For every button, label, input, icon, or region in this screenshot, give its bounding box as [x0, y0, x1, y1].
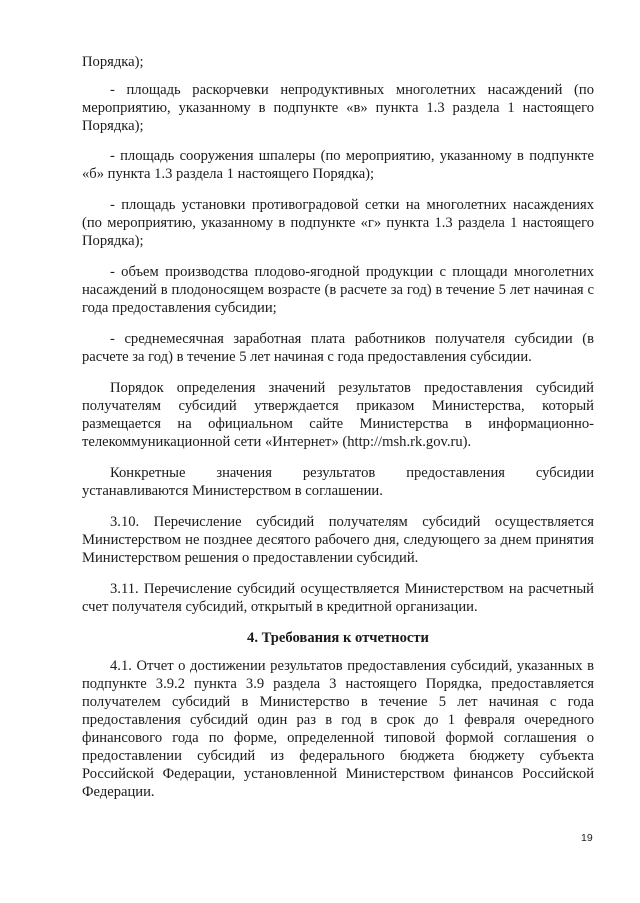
- paragraph-3-10: 3.10. Перечисление субсидий получателям субсидий осуществляется Министерством не позднее десятого рабочего дня, следующего за днем принятия Министерством решения о предоставлении субсидий.: [82, 514, 594, 566]
- list-item-production-volume: - объем производства плодово-ягодной продукции с площади многолетних насаждений в плодоносящем возрасте (в расчете за год) в течение 5 лет начиная с года предоставления субсидии;: [82, 264, 594, 316]
- paragraph-3-11: 3.11. Перечисление субсидий осуществляется Министерством на расчетный счет получателя субсидий, открытый в кредитной организации.: [82, 581, 594, 615]
- list-item-trellis-area: - площадь сооружения шпалеры (по мероприятию, указанному в подпункте «б» пункта 1.3 раздела 1 настоящего Порядка);: [82, 148, 594, 182]
- page-number: 19: [581, 832, 593, 844]
- paragraph-4-1: 4.1. Отчет о достижении результатов предоставления субсидий, указанных в подпункте 3.9.2 пункта 3.9 раздела 3 настоящего Порядка, предоставляется получателем субсидий в Министерство в течение 5 лет начиная с года предоставления субсидий один раз в год в срок до 1 февраля очередного финансового года по форме, определенной типовой формой соглашения о предоставлении субсидий из федерального бюджета бюджету субъекта Российской Федерации, установленной Министерством финансов Российской Федерации.: [82, 658, 594, 800]
- list-item-average-salary: - среднемесячная заработная плата работников получателя субсидии (в расчете за год) в течение 5 лет начиная с года предоставления субсидии.: [82, 331, 594, 365]
- list-item-grubbing-area: - площадь раскорчевки непродуктивных многолетних насаждений (по мероприятию, указанному в подпункте «в» пункта 1.3 раздела 1 настоящего Порядка);: [82, 82, 594, 134]
- section-heading: 4. Требования к отчетности: [247, 630, 429, 646]
- paragraph-continuation: Порядка);: [82, 54, 144, 70]
- paragraph-specific-values: Конкретные значения результатов предоставления субсидии устанавливаются Министерством в соглашении.: [82, 465, 594, 499]
- paragraph-procedure: Порядок определения значений результатов предоставления субсидий получателям субсидий утверждается приказом Министерства, который размещается на официальном сайте Министерства в информационно-телекоммуникационной сети «Интернет» (http://msh.rk.gov.ru).: [82, 380, 594, 450]
- list-item-hail-net-area: - площадь установки противоградовой сетки на многолетних насаждениях (по мероприятию, указанному в подпункте «г» пункта 1.3 раздела 1 настоящего Порядка);: [82, 197, 594, 249]
- document-body: [82, 53, 594, 801]
